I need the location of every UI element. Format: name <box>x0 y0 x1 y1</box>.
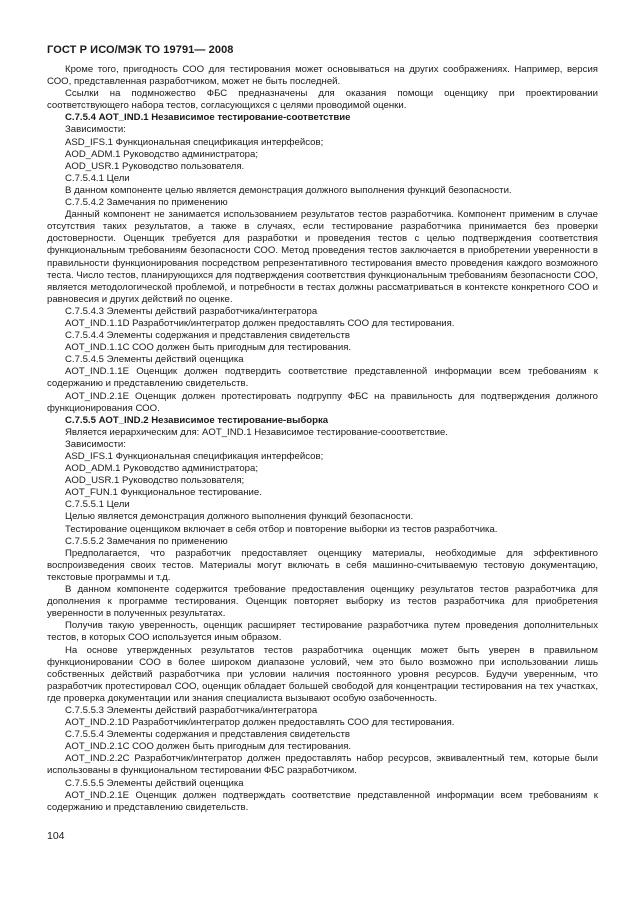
paragraph: AOD_USR.1 Руководство пользователя. <box>65 160 245 172</box>
paragraph: С.7.5.5.2 Замечания по применению <box>65 535 228 547</box>
paragraph: AOD_ADM.1 Руководство администратора; <box>65 148 258 160</box>
section-heading: С.7.5.4 АОТ_IND.1 Независимое тестирование-соответствие <box>65 112 351 124</box>
paragraph: Зависимости: <box>65 438 126 450</box>
paragraph: С.7.5.4.2 Замечания по применению <box>65 197 228 209</box>
paragraph: ASD_IFS.1 Функциональная спецификация интерфейсов; <box>65 136 324 148</box>
paragraph: AOT_FUN.1 Функциональное тестирование. <box>65 487 262 499</box>
paragraph: AOT_IND.1.1D Разработчик/интегратор должен предоставлять СОО для тестирования. <box>65 317 455 329</box>
paragraph: AOT_IND.2.1C СОО должен быть пригодным для тестирования. <box>65 741 352 753</box>
paragraph: AOT_IND.2.2C Разработчик/интегратор должен предоставлять набор ресурсов, эквивалентный тем, которые были использованы в функциональном тестировании ФБС разработчиком. <box>47 753 598 777</box>
paragraph: Тестирование оценщиком включает в себя отбор и повторение выборки из тестов разработчика. <box>65 523 498 535</box>
paragraph: AOD_ADM.1 Руководство администратора; <box>65 463 258 475</box>
document-title-header: ГОСТ Р ИСО/МЭК ТО 19791— 2008 <box>47 44 234 56</box>
paragraph: AOT_IND.2.1D Разработчик/интегратор должен предоставлять СОО для тестирования. <box>65 717 455 729</box>
paragraph: Целью является демонстрация должного выполнения функций безопасности. <box>65 511 414 523</box>
paragraph: С.7.5.5.1 Цели <box>65 499 130 511</box>
paragraph: С.7.5.4.4 Элементы содержания и представления свидетельств <box>65 330 350 342</box>
paragraph: ASD_IFS.1 Функциональная спецификация интерфейсов; <box>65 451 324 462</box>
paragraph: В данном компоненте целью является демонстрация должного выполнения функций безопасности. <box>65 184 512 196</box>
paragraph: На основе утвержденных результатов тестов разработчика оценщик может быть уверен в правильном функционировании СОО в более широком диапазоне условий, чем это было возможно при использовании лишь собственных действий разработчика при условии наличия постоянного уровня ресурсов. Будучи уверенным, что разработчик протестировал СОО, оценщик обладает большей свободой для концентрации тестирования на тех участках, где проверка документации или знания специалиста вызывают особую озабоченность. <box>47 644 598 704</box>
paragraph: AOT_IND.1.1E Оценщик должен подтвердить соответствие представленной информации всем требованиям к содержанию и представлению свидетельств. <box>47 366 598 390</box>
paragraph: С.7.5.4.5 Элементы действий оценщика <box>65 354 244 366</box>
paragraph: Данный компонент не занимается использованием результатов тестов разработчика. Компонент применим в случае отсутствия таких результатов, а также в случаях, если тестирование разработчика принимается без проверки достоверности. Оценщик требуется для разработки и проведения тестов с целью подтверждения соответствия функциональным требованиям безопасности СОО. Метод проведения тестов заключается в приобретении уверенности в правильности функционирования посредством репрезентативного тестирования вместо проведения каждого возможного теста. Число тестов, планирующихся для подтверждения соответствия функциональным требованиям безопасности СОО, является методологической проблемой, и потребности в тестах должны рассматриваться в контексте конкретного СОО и равновесия и других действий по оценке. <box>47 209 598 305</box>
paragraph: Является иерархическим для: AOT_IND.1 Независимое тестирование-сооответствие. <box>65 426 448 438</box>
paragraph: Ссылки на подмножество ФБС предназначены для оказания помощи оценщику при проектировании соответствующего набора тестов, согласующихся с целями проводимой оценки. <box>47 88 598 112</box>
paragraph: AOT_IND.2.1E Оценщик должен протестировать подгруппу ФБС на правильность для подтверждения должного функционирования СОО. <box>47 390 598 414</box>
page-content <box>47 64 598 814</box>
section-heading: С.7.5.5 АОТ_IND.2 Независимое тестирование-выборка <box>65 414 329 426</box>
paragraph: AOT_IND.1.1C СОО должен быть пригодным для тестирования. <box>65 342 352 354</box>
paragraph: AOT_IND.2.1E Оценщик должен подтверждать соответствие представленной информации всем требованиям к содержанию и представлению свидетельств. <box>47 789 598 813</box>
paragraph: AOD_USR.1 Руководство пользователя; <box>65 475 245 487</box>
paragraph: Кроме того, пригодность СОО для тестирования может основываться на других соображениях. Например, версия СОО, представленная разработчиком, может не быть последней. <box>47 64 598 88</box>
paragraph: С.7.5.4.1 Цели <box>65 172 130 184</box>
paragraph: С.7.5.4.3 Элементы действий разработчика/интегратора <box>65 305 318 317</box>
paragraph: С.7.5.5.5 Элементы действий оценщика <box>65 777 244 789</box>
page-number: 104 <box>47 830 65 842</box>
paragraph: Зависимости: <box>65 124 126 136</box>
paragraph: С.7.5.5.3 Элементы действий разработчика/интегратора <box>65 704 318 716</box>
paragraph: Получив такую уверенность, оценщик расширяет тестирование разработчика путем проведения дополнительных тестов, в которых СОО используется иным образом. <box>47 620 598 644</box>
paragraph: Предполагается, что разработчик предоставляет оценщику материалы, необходимые для эффективного воспроизведения своих тестов. Материалы могут включать в себя машинно-считываемую тестовую документацию, текстовые программы и т.д. <box>47 547 598 583</box>
paragraph: С.7.5.5.4 Элементы содержания и представления свидетельств <box>65 729 350 741</box>
paragraph: В данном компоненте содержится требование предоставления оценщику результатов тестов разработчика для дополнения к программе тестирования. Оценщик повторяет выборку из тестов разработчика для приобретения уверенности в полученных результатах. <box>47 584 598 620</box>
